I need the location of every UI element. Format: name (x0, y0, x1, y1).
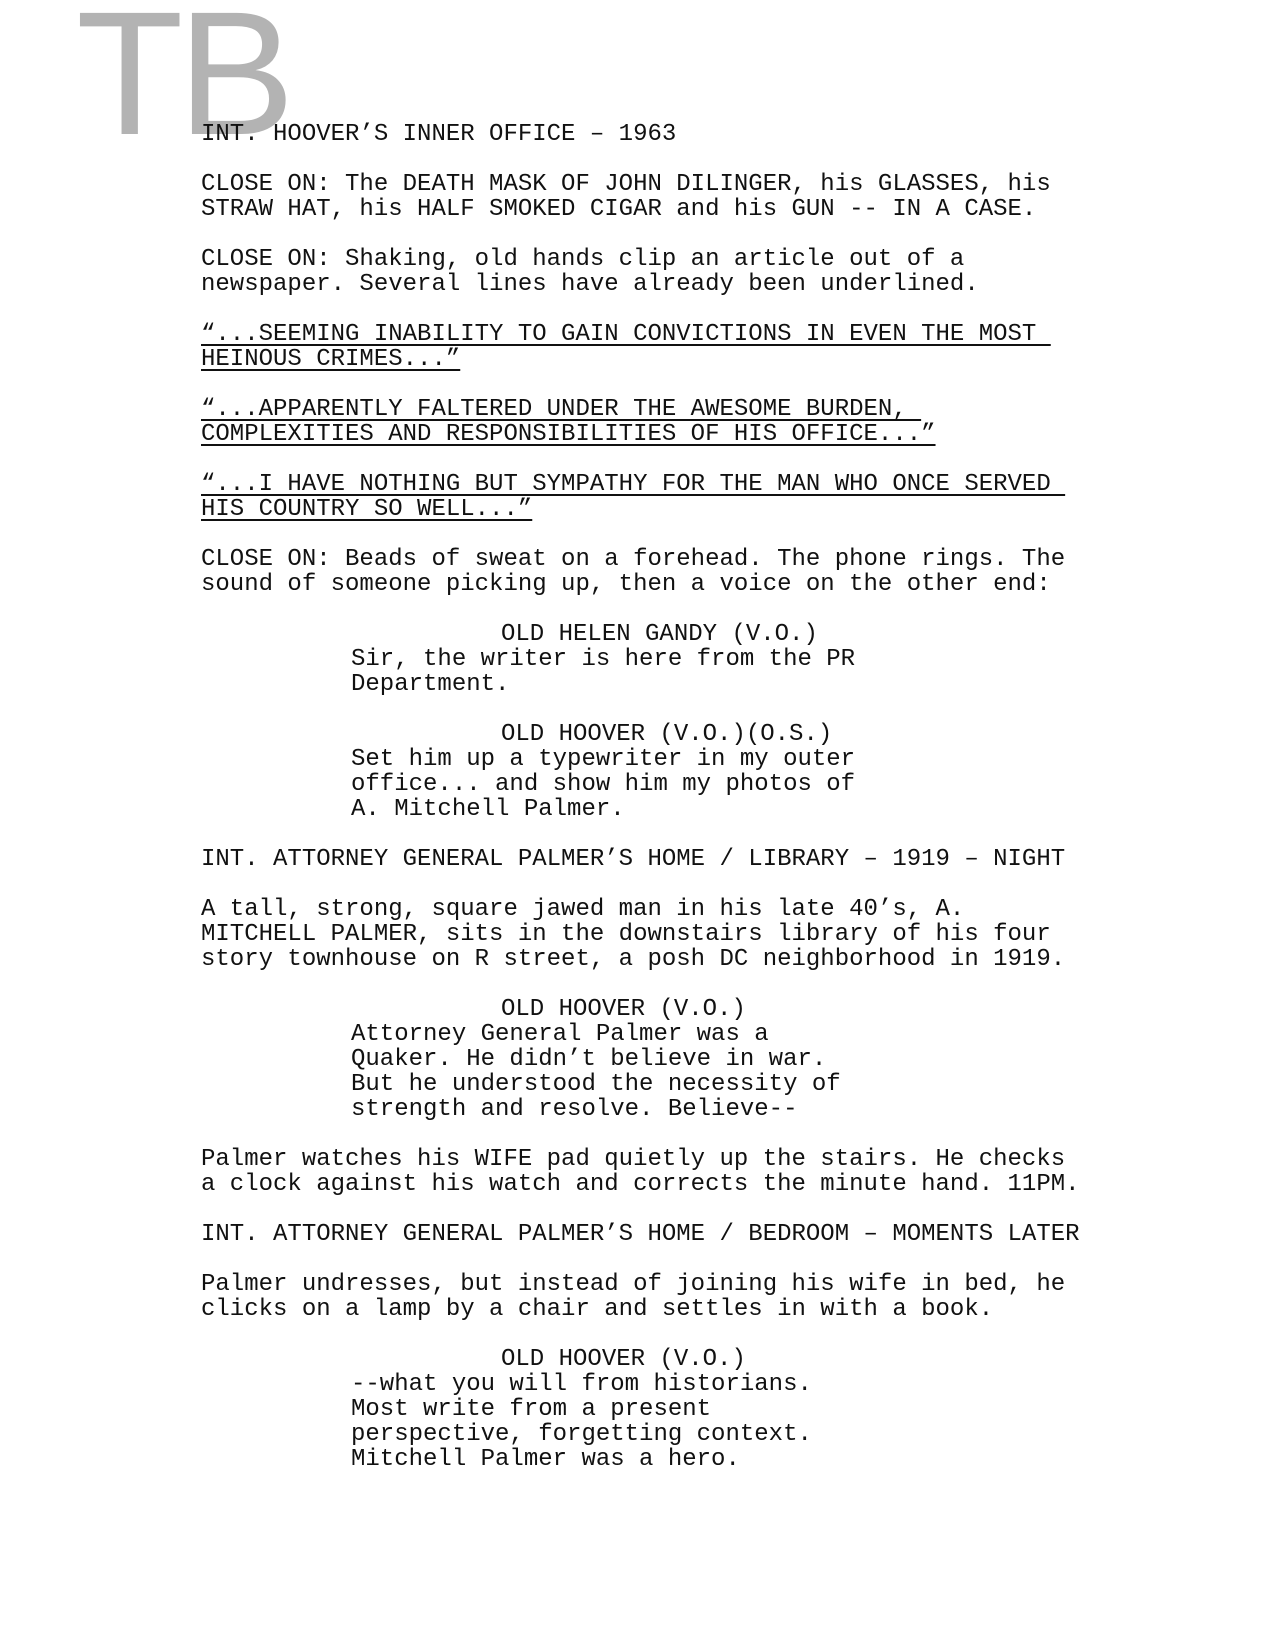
scene-heading-text: INT. ATTORNEY GENERAL PALMER’S HOME / LIBRARY – 1919 – NIGHT (201, 846, 1066, 873)
action-line: CLOSE ON: Beads of sweat on a forehead. The phone rings. The (201, 546, 1066, 573)
action-block (201, 897, 1101, 972)
dialogue-line: --what you will from historians. (351, 1371, 812, 1398)
dialogue-line: perspective, forgetting context. (351, 1421, 812, 1448)
dialogue-line: Most write from a present (351, 1396, 712, 1423)
quote-line: “...APPARENTLY FALTERED UNDER THE AWESOME BURDEN, (201, 396, 922, 423)
scene-heading (201, 1222, 1101, 1247)
underlined-quote (201, 397, 1101, 447)
action-block (201, 172, 1101, 222)
dialogue-block (201, 1347, 1101, 1472)
quote-line: COMPLEXITIES AND RESPONSIBILITIES OF HIS OFFICE...” (201, 421, 936, 448)
scene-heading-text: INT. HOOVER’S INNER OFFICE – 1963 (201, 121, 677, 148)
action-line: MITCHELL PALMER, sits in the downstairs library of his four (201, 921, 1051, 948)
action-line: Palmer watches his WIFE pad quietly up the stairs. He checks (201, 1146, 1066, 1173)
action-line: sound of someone picking up, then a voice on the other end: (201, 571, 1051, 598)
dialogue-block (201, 722, 1101, 822)
dialogue-line: Quaker. He didn’t believe in war. (351, 1046, 827, 1073)
action-line: Palmer undresses, but instead of joining his wife in bed, he (201, 1271, 1066, 1298)
action-line: STRAW HAT, his HALF SMOKED CIGAR and his GUN -- IN A CASE. (201, 196, 1037, 223)
watermark-logo: TB (76, 0, 289, 172)
character-name: OLD HOOVER (V.O.)(O.S.) (501, 721, 833, 748)
scene-heading (201, 122, 1101, 147)
quote-line: HEINOUS CRIMES...” (201, 346, 461, 373)
scene-heading (201, 847, 1101, 872)
dialogue-line: Mitchell Palmer was a hero. (351, 1446, 740, 1473)
action-line: story townhouse on R street, a posh DC neighborhood in 1919. (201, 946, 1066, 973)
action-line: clicks on a lamp by a chair and settles in with a book. (201, 1296, 994, 1323)
script-page (201, 122, 1101, 1497)
dialogue-line: A. Mitchell Palmer. (351, 796, 625, 823)
character-name: OLD HELEN GANDY (V.O.) (501, 621, 818, 648)
scene-heading-text: INT. ATTORNEY GENERAL PALMER’S HOME / BEDROOM – MOMENTS LATER (201, 1221, 1080, 1248)
dialogue-line: strength and resolve. Believe-- (351, 1096, 798, 1123)
dialogue-line: Set him up a typewriter in my outer (351, 746, 856, 773)
action-block (201, 247, 1101, 297)
dialogue-line: Department. (351, 671, 510, 698)
underlined-quote (201, 322, 1101, 372)
dialogue-line: office... and show him my photos of (351, 771, 856, 798)
quote-line: “...I HAVE NOTHING BUT SYMPATHY FOR THE MAN WHO ONCE SERVED (201, 471, 1066, 498)
dialogue-block (201, 997, 1101, 1122)
action-block (201, 1147, 1101, 1197)
dialogue-line: Sir, the writer is here from the PR (351, 646, 856, 673)
dialogue-block (201, 622, 1101, 697)
action-block (201, 547, 1101, 597)
action-line: CLOSE ON: Shaking, old hands clip an article out of a (201, 246, 965, 273)
quote-line: HIS COUNTRY SO WELL...” (201, 496, 533, 523)
action-line: newspaper. Several lines have already been underlined. (201, 271, 979, 298)
action-block (201, 1272, 1101, 1322)
dialogue-line: But he understood the necessity of (351, 1071, 841, 1098)
character-name: OLD HOOVER (V.O.) (501, 996, 746, 1023)
dialogue-line: Attorney General Palmer was a (351, 1021, 769, 1048)
character-name: OLD HOOVER (V.O.) (501, 1346, 746, 1373)
action-line: A tall, strong, square jawed man in his late 40’s, A. (201, 896, 965, 923)
action-line: CLOSE ON: The DEATH MASK OF JOHN DILINGER, his GLASSES, his (201, 171, 1051, 198)
action-line: a clock against his watch and corrects the minute hand. 11PM. (201, 1171, 1080, 1198)
quote-line: “...SEEMING INABILITY TO GAIN CONVICTIONS IN EVEN THE MOST (201, 321, 1051, 348)
underlined-quote (201, 472, 1101, 522)
